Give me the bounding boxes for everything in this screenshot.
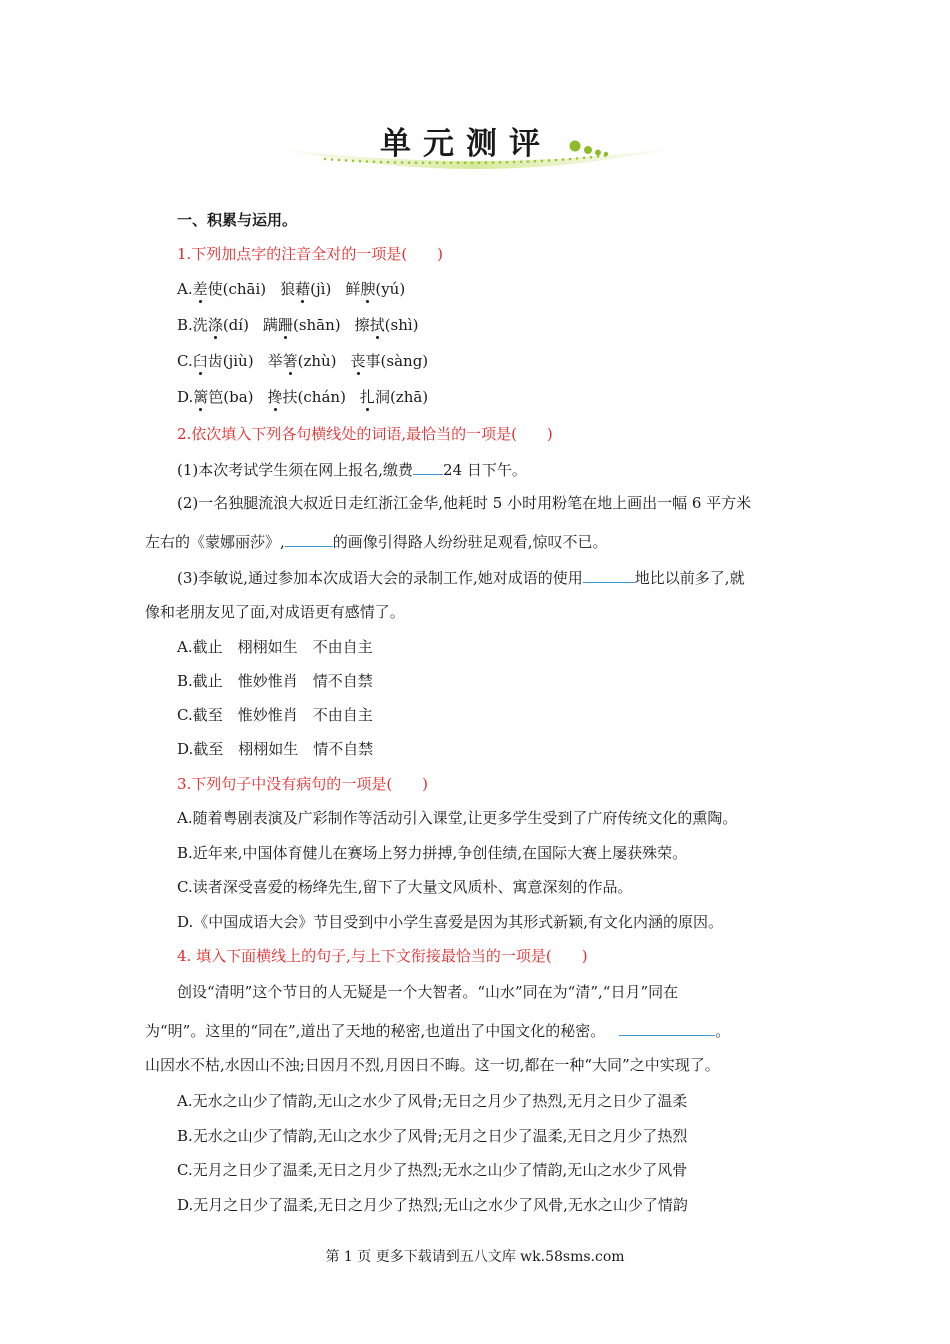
question-3-option-d: D.《中国成语大会》节目受到中小学生喜爱是因为其形式新颖,有文化内涵的原因。 xyxy=(177,913,724,931)
fill-blank-3 xyxy=(583,566,635,583)
question-1-option-c: C.臼齿(jiù) 举箸(zhù) 丧事(sàng) xyxy=(177,352,429,370)
question-1-option-b: B.洗涤(dí) 蹒跚(shān) 擦拭(shì) xyxy=(177,316,419,334)
question-2-option-b: B.截止 惟妙惟肖 情不自禁 xyxy=(177,672,373,690)
question-2-sentence-3: (3)李敏说,通过参加本次成语大会的录制工作,她对成语的使用 地比以前多了,就 xyxy=(177,566,745,588)
question-2-stem: 2.依次填入下列各句横线处的词语,最恰当的一项是( ) xyxy=(177,425,553,443)
fill-blank-2 xyxy=(285,530,333,547)
question-2-option-d: D.截至 栩栩如生 情不自禁 xyxy=(177,740,374,758)
question-3-option-a: A.随着粤剧表演及广彩制作等活动引入课堂,让更多学生受到了广府传统文化的熏陶。 xyxy=(177,809,738,827)
question-3-option-b: B.近年来,中国体育健儿在赛场上努力拼搏,争创佳绩,在国际大赛上屡获殊荣。 xyxy=(177,844,688,862)
fill-blank-4 xyxy=(619,1019,715,1036)
page-title: 单元测评 xyxy=(380,126,552,162)
question-2-option-c: C.截至 惟妙惟肖 不由自主 xyxy=(177,706,373,724)
page-footer: 第 1 页 更多下载请到五八文库 wk.58sms.com xyxy=(325,1249,625,1265)
question-4-option-c: C.无月之日少了温柔,无日之月少了热烈;无水之山少了情韵,无山之水少了风骨 xyxy=(177,1161,688,1179)
question-2-sentence-3-cont: 像和老朋友见了面,对成语更有感情了。 xyxy=(145,603,405,621)
question-2-sentence-1: (1)本次考试学生须在网上报名,缴费 24 日下午。 xyxy=(177,458,527,480)
question-2-sentence-2-cont: 左右的《蒙娜丽莎》, 的画像引得路人纷纷驻足观看,惊叹不已。 xyxy=(145,530,608,552)
question-4-passage-2: 为“明”。这里的“同在”,道出了天地的秘密,也道出了中国文化的秘密。 。 xyxy=(145,1019,730,1041)
page-header xyxy=(270,112,680,182)
question-1-option-d: D.篱笆(ba) 搀扶(chán) 扎洞(zhā) xyxy=(177,388,429,406)
question-4-passage-1: 创设“清明”这个节日的人无疑是一个大智者。“山水”同在为“清”,“日月”同在 xyxy=(177,983,679,1001)
question-4-option-a: A.无水之山少了情韵,无山之水少了风骨;无日之月少了热烈,无月之日少了温柔 xyxy=(177,1092,688,1110)
question-3-option-c: C.读者深受喜爱的杨绛先生,留下了大量文风质朴、寓意深刻的作品。 xyxy=(177,878,633,896)
question-2-option-a: A.截止 栩栩如生 不由自主 xyxy=(177,638,373,656)
question-4-option-b: B.无水之山少了情韵,无山之水少了风骨;无月之日少了温柔,无日之月少了热烈 xyxy=(177,1127,688,1145)
section-heading: 一、积累与运用。 xyxy=(177,211,298,229)
question-4-stem: 4. 填入下面横线上的句子,与上下文衔接最恰当的一项是( ) xyxy=(177,947,588,965)
question-4-passage-3: 山因水不枯,水因山不浊;日因月不烈,月因日不晦。这一切,都在一种“大同”之中实现了。 xyxy=(145,1056,720,1074)
question-2-sentence-2: (2)一名独腿流浪大叔近日走红浙江金华,他耗时 5 小时用粉笔在地上画出一幅 6 平方米 xyxy=(177,494,752,512)
question-1-stem: 1.下列加点字的注音全对的一项是( ) xyxy=(177,245,444,263)
question-3-stem: 3.下列句子中没有病句的一项是( ) xyxy=(177,775,429,793)
fill-blank-1 xyxy=(413,458,443,475)
question-4-option-d: D.无月之日少了温柔,无日之月少了热烈;无山之水少了风骨,无水之山少了情韵 xyxy=(177,1196,688,1214)
question-1-option-a: A.差使(chāi) 狼藉(jì) 鲜腴(yú) xyxy=(177,280,406,298)
